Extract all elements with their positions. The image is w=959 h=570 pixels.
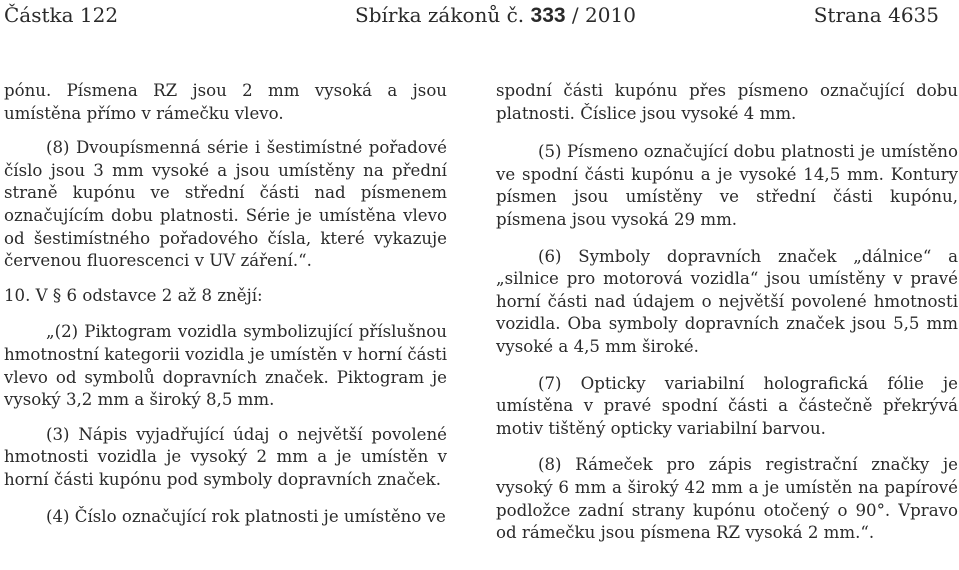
right-column: [496, 80, 958, 557]
paragraph: spodní části kupónu přes písmeno označující dobu platnosti. Číslice jsou vysoké 4 mm.: [496, 81, 958, 123]
paragraph: (4) Číslo označující rok platnosti je umístěno ve: [46, 506, 446, 526]
collection-prefix: Sbírka zákonů č.: [355, 3, 525, 27]
paragraph: (7) Opticky variabilní holografická fólie je umístěna v pravé spodní části a částečně překrývá motiv tištěný opticky variabilní barvou.: [496, 373, 958, 438]
collection-title: [355, 2, 636, 29]
paragraph: pónu. Písmena RZ jsou 2 mm vysoká a jsou umístěna přímo v rámečku vlevo.: [4, 81, 447, 123]
paragraph: (3) Nápis vyjadřující údaj o největší povolené hmotnosti vozidla je vysoký 2 mm a je umístěn v horní části kupónu pod symboly dopravních značek.: [4, 424, 447, 489]
page-number: Strana 4635: [813, 3, 939, 27]
paragraph: (8) Rámeček pro zápis registrační značky je vysoký 6 mm a široký 42 mm a je umístěn na papírové podložce zadní strany kupónu otočený o 90°. Vpravo od rámečku jsou písmena RZ vysoká 2 mm.“.: [496, 455, 958, 543]
issue-number: Částka 122: [4, 3, 119, 27]
paragraph: (6) Symboly dopravních značek „dálnice“ a „silnice pro motorová vozidla“ jsou umístěny v pravé horní části nad údajem o největší povolené hmotnosti vozidla. Oba symboly dopravních značek jsou 5,5 mm vysoké a 4,5 mm široké.: [496, 246, 958, 356]
section-heading: 10. V § 6 odstavce 2 až 8 znějí:: [4, 285, 263, 305]
collection-number: 333: [530, 4, 566, 27]
page-header: [0, 0, 959, 40]
paragraph: „(2) Piktogram vozidla symbolizující příslušnou hmotnostní kategorii vozidla je umístěn v horní části vlevo od symbolů dopravních značek. Piktogram je vysoký 3,2 mm a široký 8,5 mm.: [4, 322, 447, 410]
collection-year: / 2010: [565, 3, 636, 27]
paragraph: (5) Písmeno označující dobu platnosti je umístěno ve spodní části kupónu a je vysoké 14,5 mm. Kontury písmen jsou umístěny ve střední části kupónu, písmena jsou vysoká 29 mm.: [496, 142, 958, 229]
left-column: [4, 80, 447, 540]
paragraph: (8) Dvoupísmenná série i šestimístné pořadové číslo jsou 3 mm vysoké a jsou umístěny na přední straně kupónu ve střední části nad písmenem označujícím dobu platnosti. Série je umístěna vlevo od šestimístného pořadového čísla, které vykazuje červenou fluorescenci v UV záření.“.: [4, 138, 447, 271]
